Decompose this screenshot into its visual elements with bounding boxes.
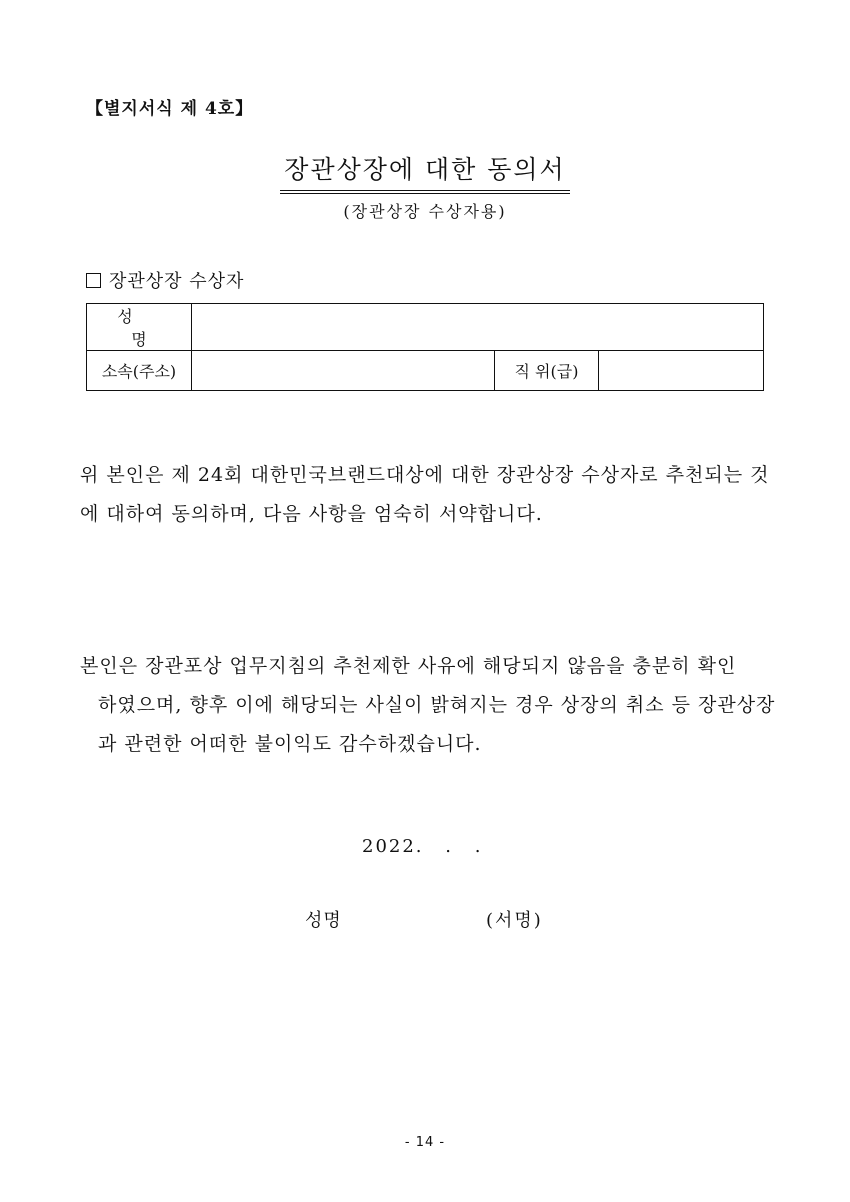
name-value-cell[interactable] <box>192 304 764 351</box>
page-number: - 14 - <box>404 1135 446 1150</box>
name-label: 성 명 <box>117 307 175 349</box>
pledge-line-3: 과 관련한 어떠한 불이익도 감수하겠습니다. <box>98 733 482 755</box>
pledge-line-2: 하였으며, 향후 이에 해당되는 사실이 밝혀지는 경우 상장의 취소 등 장관상장 <box>98 694 776 716</box>
pledge-paragraph <box>80 647 780 764</box>
checkbox-square-icon <box>86 273 101 288</box>
position-value-cell[interactable] <box>599 351 764 391</box>
affiliation-label-cell: 소속(주소) <box>87 351 192 391</box>
document-title-wrapper <box>0 150 850 194</box>
affiliation-value-cell[interactable] <box>192 351 495 391</box>
name-label-cell <box>87 304 192 351</box>
consent-paragraph: 위 본인은 제 24회 대한민국브랜드대상에 대한 장관상장 수상자로 추천되는 것에 대하여 동의하며, 다음 사항을 엄숙히 서약합니다. <box>80 464 770 525</box>
recipient-info-table <box>86 303 764 391</box>
section-heading <box>86 267 244 293</box>
signature-name-label: 성명 <box>305 910 342 931</box>
document-title: 장관상장에 대한 동의서 <box>280 150 569 194</box>
form-number: 【별지서식 제 4호】 <box>86 99 254 119</box>
date-line: 2022. . . <box>362 836 483 857</box>
signature-mark: (서명) <box>486 910 543 931</box>
table-row <box>87 351 764 391</box>
section-heading-label: 장관상장 수상자 <box>109 271 245 292</box>
position-label-cell: 직 위(급) <box>495 351 599 391</box>
pledge-line-1: 본인은 장관포상 업무지침의 추천제한 사유에 해당되지 않음을 충분히 확인 <box>80 655 737 677</box>
document-subtitle: (장관상장 수상자용) <box>343 202 507 221</box>
table-row <box>87 304 764 351</box>
